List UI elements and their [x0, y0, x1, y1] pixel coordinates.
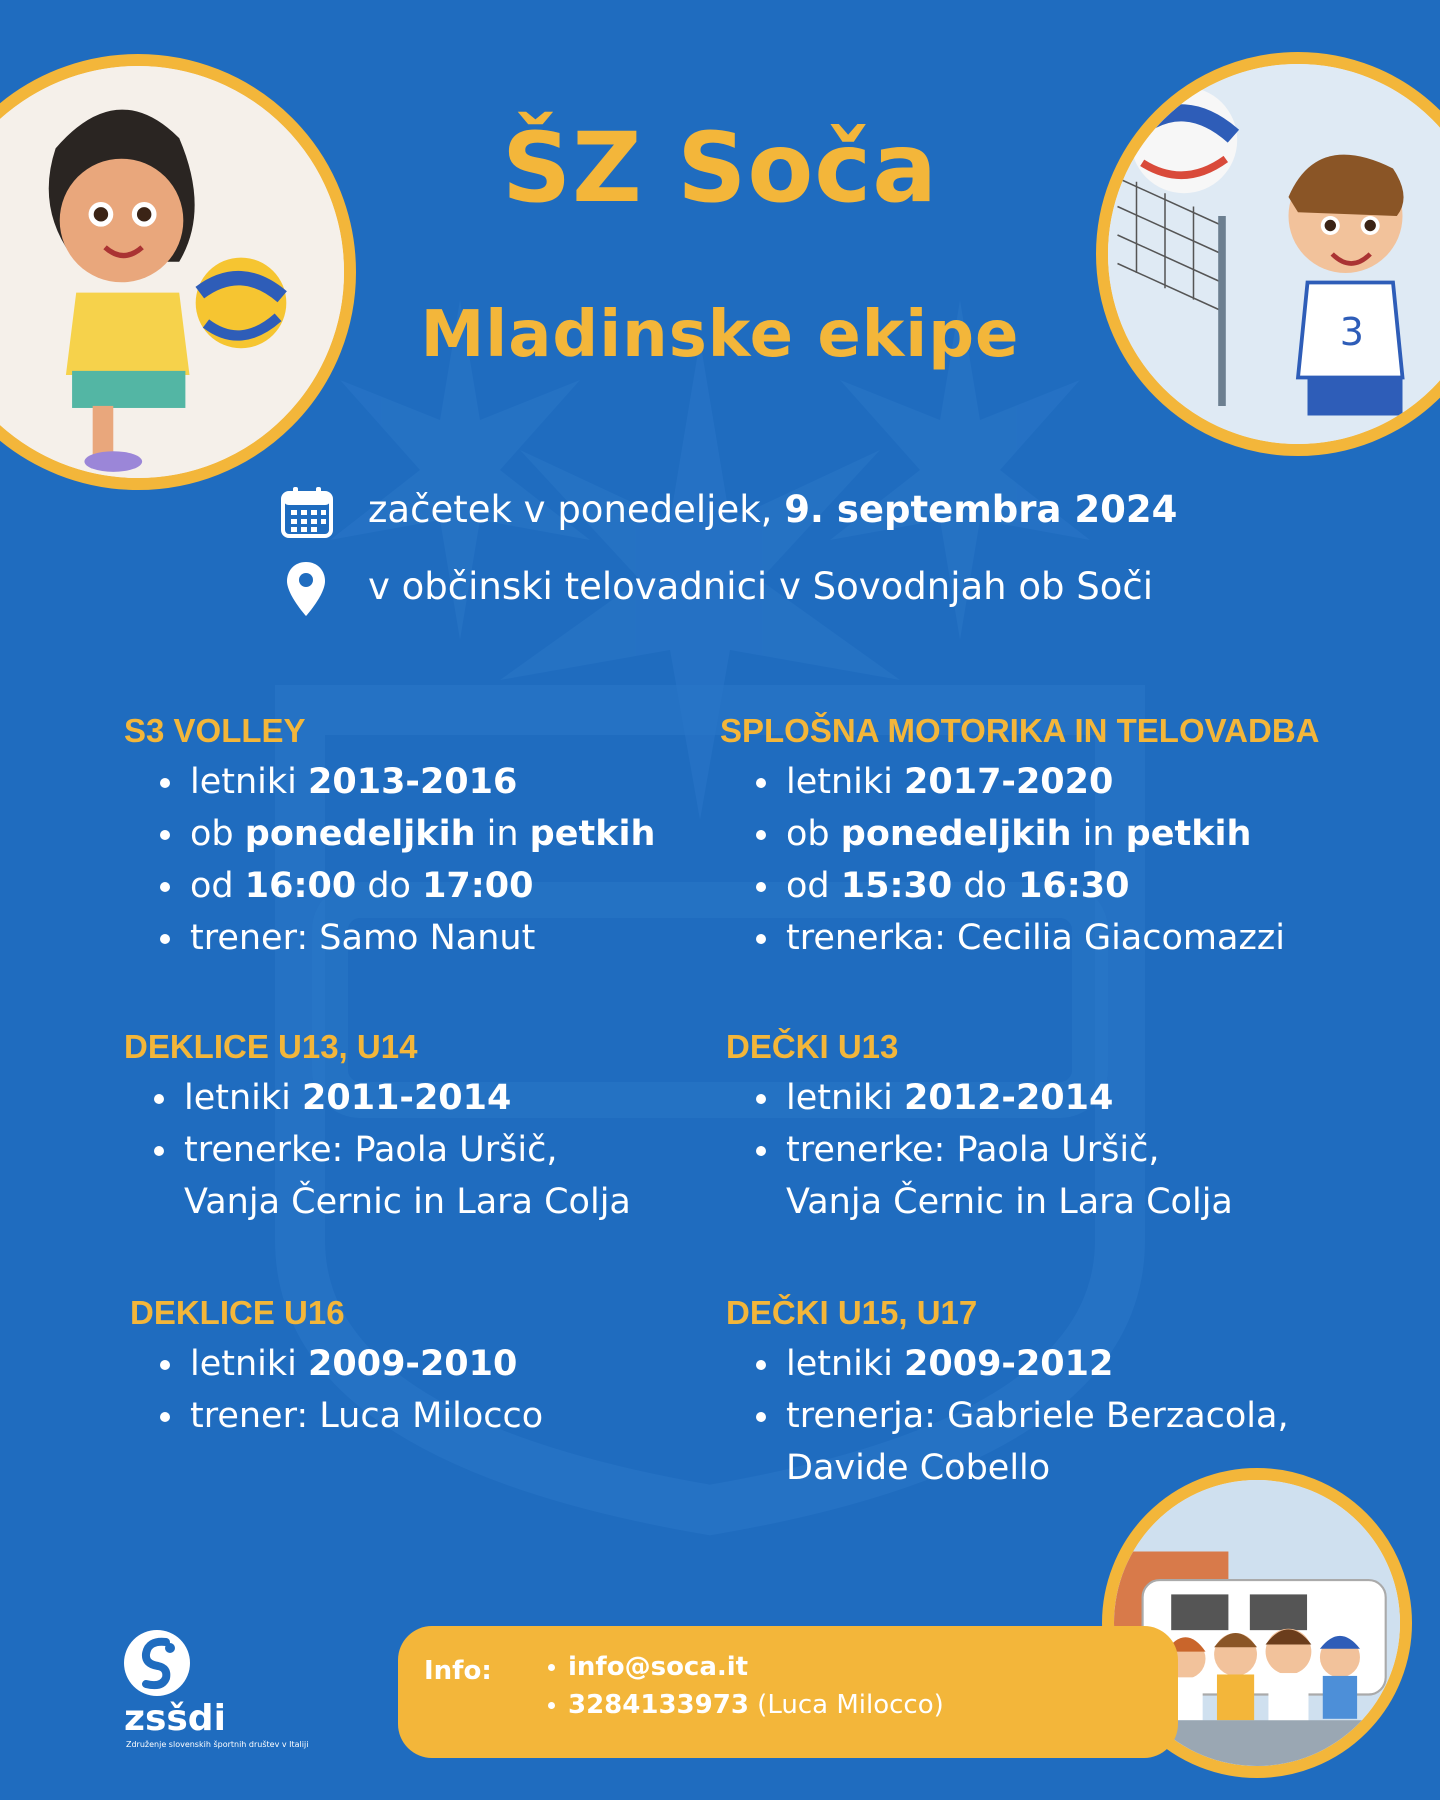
list-item: trenerja: Gabriele Berzacola, [754, 1390, 1289, 1442]
list-item: od 15:30 do 16:30 [754, 860, 1320, 912]
list-item: letniki 2017-2020 [754, 756, 1320, 808]
section-details [754, 1338, 1289, 1494]
list-item: trenerke: Paola Uršič, [152, 1124, 631, 1176]
section-title: SPLOŠNA MOTORIKA IN TELOVADBA [720, 712, 1320, 749]
logo-name: zsšdi [124, 1698, 226, 1739]
contact-email[interactable]: info@soca.it [548, 1648, 944, 1686]
contact-label: Info: [424, 1656, 492, 1686]
section-details [158, 1338, 543, 1442]
calendar-icon [280, 485, 334, 539]
zssdi-emblem-icon [122, 1628, 192, 1698]
list-item-continued: Vanja Černic in Lara Colja [184, 1182, 631, 1222]
list-item-continued: Davide Cobello [786, 1448, 1051, 1488]
page-subtitle: Mladinske ekipe [420, 298, 1020, 372]
section-details [754, 1072, 1233, 1228]
list-item: ob ponedeljkih in petkih [754, 808, 1320, 860]
list-item: ob ponedeljkih in petkih [158, 808, 655, 860]
section-decki-u13 [726, 1028, 1233, 1228]
section-details [152, 1072, 631, 1228]
list-item: letniki 2013-2016 [158, 756, 655, 808]
section-title: DEKLICE U16 [130, 1294, 345, 1331]
section-deklice-u13 [124, 1028, 631, 1228]
contact-info-box [398, 1626, 1178, 1758]
start-date-prefix: začetek v ponedeljek, [368, 488, 785, 531]
section-title: DEČKI U15, U17 [726, 1294, 978, 1331]
list-item: letniki 2012-2014 [754, 1072, 1233, 1124]
list-item: letniki 2009-2012 [754, 1338, 1289, 1390]
start-date [368, 488, 1177, 531]
section-title: DEČKI U13 [726, 1028, 899, 1065]
section-motorika [720, 712, 1320, 964]
logo-tagline: Združenje slovenskih športnih društev v Italiji [126, 1740, 309, 1749]
section-deklice-u16 [130, 1294, 543, 1442]
list-item: trenerka: Cecilia Giacomazzi [754, 912, 1320, 964]
contact-list [548, 1648, 944, 1724]
start-date-value: 9. septembra 2024 [784, 488, 1178, 531]
contact-phone[interactable]: 3284133973 (Luca Milocco) [548, 1686, 944, 1724]
section-details [158, 756, 655, 964]
section-decki-u15 [726, 1294, 1289, 1494]
list-item: trener: Samo Nanut [158, 912, 655, 964]
section-details [754, 756, 1320, 964]
section-title: DEKLICE U13, U14 [124, 1028, 418, 1065]
section-s3-volley [124, 712, 655, 964]
zssdi-logo [118, 1628, 318, 1758]
list-item: trenerke: Paola Uršič, [754, 1124, 1233, 1176]
list-item-continued: Vanja Černic in Lara Colja [786, 1182, 1233, 1222]
list-item: trener: Luca Milocco [158, 1390, 543, 1442]
location-text: v občinski telovadnici v Sovodnjah ob Soči [368, 565, 1154, 608]
svg-text:3: 3 [1339, 310, 1364, 355]
club-title: ŠZ Soča [502, 112, 938, 224]
list-item: od 16:00 do 17:00 [158, 860, 655, 912]
location-pin-icon [285, 560, 327, 618]
list-item: letniki 2009-2010 [158, 1338, 543, 1390]
list-item: letniki 2011-2014 [152, 1072, 631, 1124]
section-title: S3 VOLLEY [124, 712, 306, 749]
